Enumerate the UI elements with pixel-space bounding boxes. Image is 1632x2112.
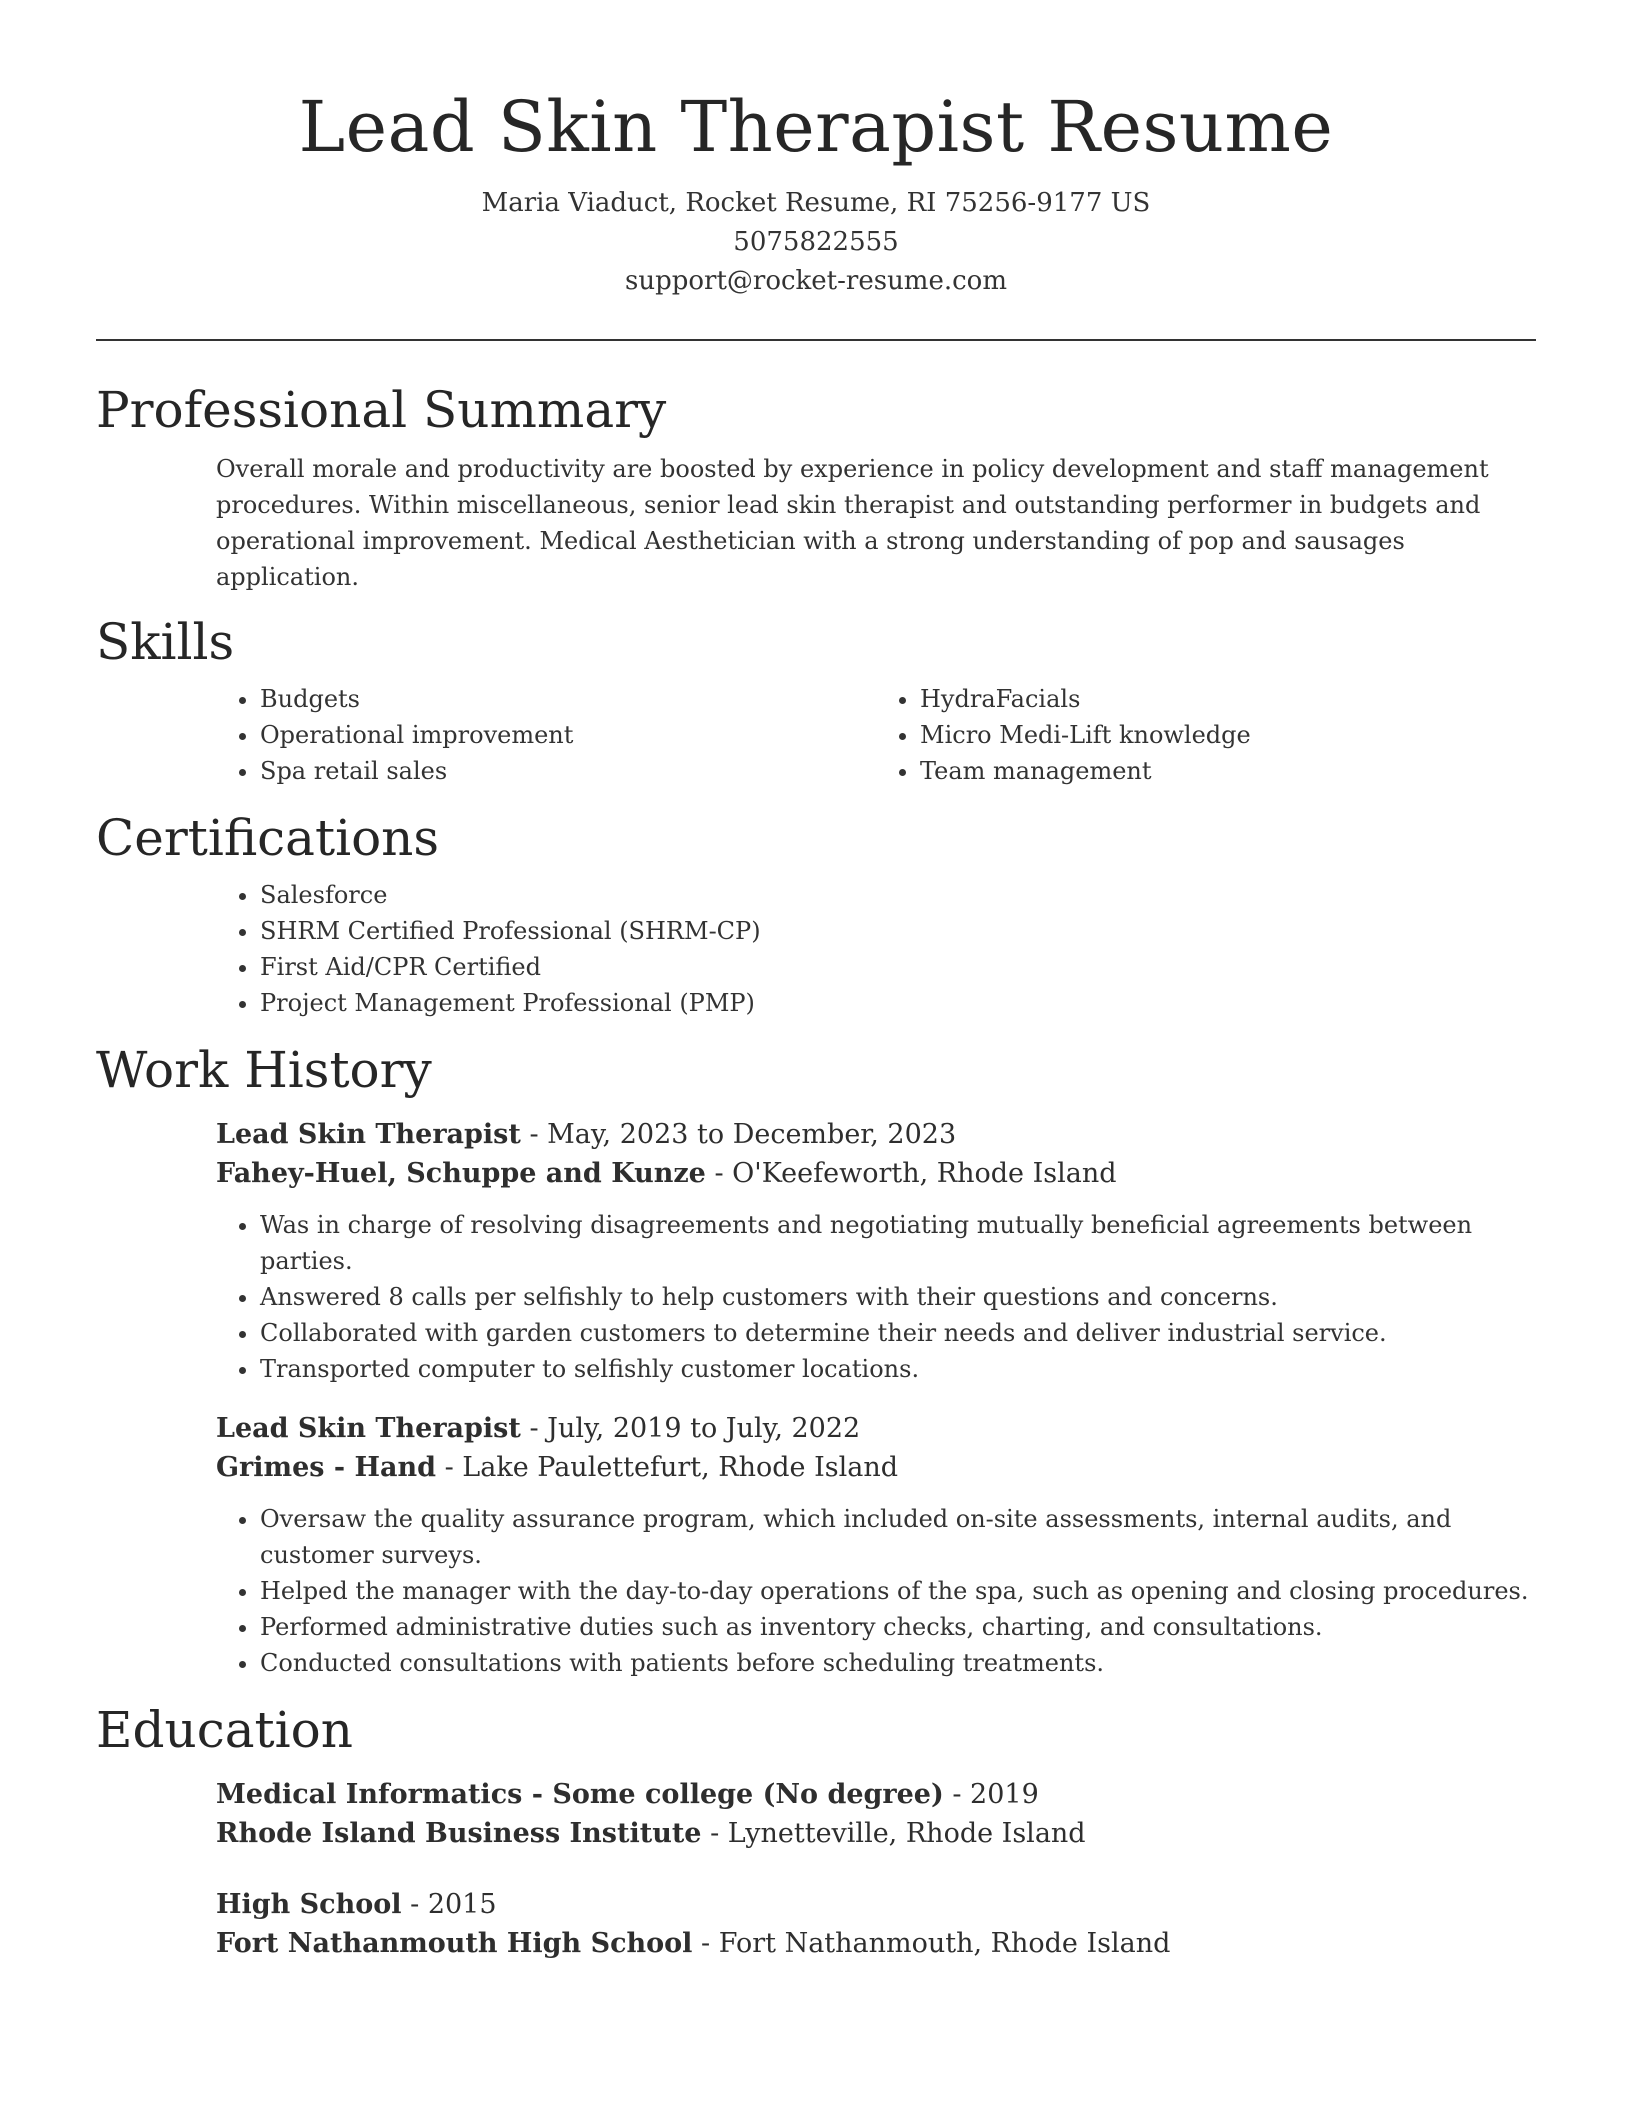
skills-grid bbox=[216, 681, 1536, 789]
job-location: - O'Keefeworth, Rhode Island bbox=[705, 1158, 1117, 1189]
skills-section bbox=[96, 611, 1536, 789]
education-location: - Lynetteville, Rhode Island bbox=[701, 1818, 1086, 1849]
skills-body bbox=[96, 681, 1536, 789]
job-dates: - July, 2019 to July, 2022 bbox=[520, 1413, 861, 1444]
job-bullet: • Collaborated with garden customers to determine their needs and deliver industrial service. bbox=[260, 1315, 1536, 1351]
contact-block bbox=[96, 184, 1536, 301]
job-bullet: • Answered 8 calls per selfishly to help customers with their questions and concerns. bbox=[260, 1279, 1536, 1315]
skill-item: • Spa retail sales bbox=[260, 753, 876, 789]
education-entry bbox=[216, 1775, 1536, 1853]
skills-heading: Skills bbox=[96, 613, 235, 671]
work-history-heading: Work History bbox=[96, 1041, 432, 1099]
skill-item: • Team management bbox=[920, 753, 1536, 789]
skills-list-left bbox=[216, 681, 876, 789]
job-title-line bbox=[216, 1409, 1536, 1448]
education-degree-line bbox=[216, 1885, 1536, 1924]
skill-item: • Operational improvement bbox=[260, 717, 876, 753]
education-school-line bbox=[216, 1814, 1536, 1853]
job-bullet: • Conducted consultations with patients before scheduling treatments. bbox=[260, 1645, 1536, 1681]
job-bullet: • Performed administrative duties such as inventory checks, charting, and consultations. bbox=[260, 1609, 1536, 1645]
job-bullet: • Helped the manager with the day-to-day operations of the spa, such as opening and closing procedures. bbox=[260, 1573, 1536, 1609]
resume-title: Lead Skin Therapist Resume bbox=[298, 86, 1334, 168]
contact-phone: 5075822555 bbox=[733, 227, 899, 257]
certifications-body bbox=[96, 877, 1536, 1021]
summary-body bbox=[96, 451, 1536, 595]
education-school-line bbox=[216, 1924, 1536, 1963]
job-company: Grimes - Hand bbox=[216, 1452, 437, 1483]
contact-address: Maria Viaduct, Rocket Resume, RI 75256-9177 US bbox=[481, 188, 1151, 218]
education-degree-line bbox=[216, 1775, 1536, 1814]
job-title-line bbox=[216, 1115, 1536, 1154]
job-bullets bbox=[216, 1207, 1536, 1387]
education-year: - 2015 bbox=[401, 1889, 497, 1920]
education-location: - Fort Nathanmouth, Rhode Island bbox=[692, 1928, 1171, 1959]
certifications-heading: Certifications bbox=[96, 809, 440, 867]
skill-item: • HydraFacials bbox=[920, 681, 1536, 717]
certification-item: • Project Management Professional (PMP) bbox=[260, 985, 1536, 1021]
job-bullet: • Was in charge of resolving disagreements and negotiating mutually beneficial agreements between parties. bbox=[260, 1207, 1536, 1279]
job-location: - Lake Paulettefurt, Rhode Island bbox=[436, 1452, 899, 1483]
work-history-section bbox=[96, 1039, 1536, 1681]
summary-heading: Professional Summary bbox=[96, 381, 667, 439]
summary-section bbox=[96, 379, 1536, 595]
skill-item: • Micro Medi-Lift knowledge bbox=[920, 717, 1536, 753]
job-dates: - May, 2023 to December, 2023 bbox=[520, 1119, 957, 1150]
education-school: Fort Nathanmouth High School bbox=[216, 1928, 693, 1959]
job-title: Lead Skin Therapist bbox=[216, 1119, 521, 1150]
job-bullet: • Oversaw the quality assurance program, which included on-site assessments, internal audits, and customer surveys. bbox=[260, 1501, 1536, 1573]
education-body bbox=[96, 1775, 1536, 1963]
education-degree: High School bbox=[216, 1889, 402, 1920]
job-title: Lead Skin Therapist bbox=[216, 1413, 521, 1444]
resume-page bbox=[96, 0, 1536, 1963]
summary-text: Overall morale and productivity are boosted by experience in policy development and staff management procedures. Within miscellaneous, senior lead skin therapist and outstanding performer in budgets and operational improvement. Medical Aesthetician with a strong understanding of pop and sausages application. bbox=[216, 455, 1489, 591]
education-school: Rhode Island Business Institute bbox=[216, 1818, 702, 1849]
education-entry bbox=[216, 1885, 1536, 1963]
job-bullets bbox=[216, 1501, 1536, 1681]
certification-item: • Salesforce bbox=[260, 877, 1536, 913]
certification-item: • SHRM Certified Professional (SHRM-CP) bbox=[260, 913, 1536, 949]
contact-email: support@rocket-resume.com bbox=[624, 266, 1007, 296]
education-year: - 2019 bbox=[943, 1779, 1039, 1810]
education-heading: Education bbox=[96, 1701, 353, 1759]
job-entry bbox=[216, 1115, 1536, 1387]
job-org-line bbox=[216, 1448, 1536, 1487]
job-bullet: • Transported computer to selfishly customer locations. bbox=[260, 1351, 1536, 1387]
certifications-list bbox=[216, 877, 1536, 1021]
certifications-section bbox=[96, 807, 1536, 1021]
education-degree: Medical Informatics - Some college (No degree) bbox=[216, 1779, 944, 1810]
certification-item: • First Aid/CPR Certified bbox=[260, 949, 1536, 985]
skill-item: • Budgets bbox=[260, 681, 876, 717]
resume-header bbox=[96, 0, 1536, 301]
skills-list-right bbox=[876, 681, 1536, 789]
work-history-body bbox=[96, 1115, 1536, 1681]
education-section bbox=[96, 1699, 1536, 1963]
job-entry bbox=[216, 1409, 1536, 1681]
job-company: Fahey-Huel, Schuppe and Kunze bbox=[216, 1158, 706, 1189]
header-divider bbox=[96, 339, 1536, 341]
job-org-line bbox=[216, 1154, 1536, 1193]
